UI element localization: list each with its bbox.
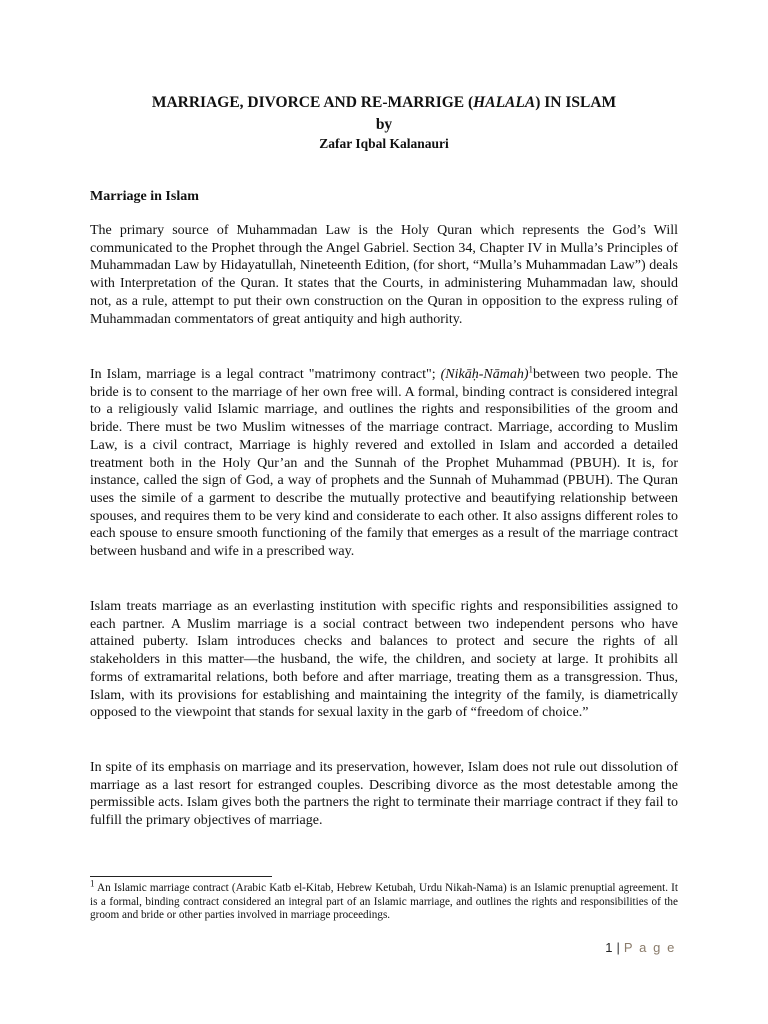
page-footer: [605, 940, 676, 955]
author-name: Zafar Iqbal Kalanauri: [319, 136, 449, 151]
title-halala-italic: HALALA: [473, 94, 536, 111]
byline-by: by: [375, 116, 393, 133]
footnote-reference[interactable]: 1: [528, 364, 534, 375]
section-heading: Marriage in Islam: [90, 189, 199, 204]
paragraph-2-rest: between two people. The bride is to consent to the marriage of her own free will. A formal, binding contract is considered integral to a religiously valid Islamic marriage, and outlines the rights and responsibilities of the groom and bride. There must be two Muslim witnesses of the marriage contract. Marriage, according to Muslim Law, is a civil contract, Marriage is highly revered and extolled in Islam and accorded a detailed treatment both in the Holy Qur’an and the Sunnah of the Prophet Muhammad (PBUH). It is, for instance, called the sign of God, a way of prophets and the Sunnah of Muhammad (PBUH). The Quran uses the simile of a garment to describe the mutually protective and beautifying relationship between spouses, and requires them to be very kind and considerate to each other. It also assigns different roles to each spouse to ensure smooth functioning of the family that emerges as a result of the marriage contract between husband and wife in a prescribed way.: [90, 367, 678, 560]
paragraph-3: Islam treats marriage as an everlasting institution with specific rights and responsibilities assigned to each partner. A Muslim marriage is a social contract between two independent persons who have attained puberty. Islam introduces checks and balances to protect and secure the rights of all stakeholders in this matter—the husband, the wife, the children, and society at large. It prohibits all forms of extramarital relations, both before and after marriage, treating them as a transgression. Thus, Islam, with its provisions for establishing and maintaining the integrity of the family, is diametrically opposed to the viewpoint that stands for sexual laxity in the garb of “freedom of choice.”: [90, 599, 678, 721]
page-separator: |: [616, 940, 620, 955]
title-text-end: ) IN ISLAM: [535, 94, 617, 111]
page-label: P a g e: [623, 940, 676, 955]
nikah-namah-italic: (Nikāḥ-Nāmah): [440, 367, 529, 382]
document-title: [90, 93, 678, 112]
footnote-text: An Islamic marriage contract (Arabic Katb el-Kitab, Hebrew Ketubah, Urdu Nikah-Nama) is an Islamic prenuptial agreement. It is a formal, binding contract considered an integral part of an Islamic marriage, and outlines the rights and responsibilities of the groom and bride or other parties involved in marriage proceedings.: [90, 882, 678, 922]
footnote: [90, 878, 678, 923]
title-text-start: MARRIAGE, DIVORCE AND RE-MARRIGE (: [151, 94, 474, 111]
paragraph-1: The primary source of Muhammadan Law is the Holy Quran which represents the God’s Will communicated to the Prophet through the Angel Gabriel. Section 34, Chapter IV in Mulla’s Principles of Muhammadan Law by Hidayatullah, Nineteenth Edition, (for short, “Mulla’s Muhammadan Law”) deals with Interpretation of the Quran. It states that the Courts, in administering Muhammadan law, should not, as a rule, attempt to put their own construction on the Quran in opposition to the express ruling of Muhammadan commentators of great antiquity and high authority.: [90, 223, 678, 327]
footnote-marker: 1: [90, 878, 95, 889]
paragraph-4: In spite of its emphasis on marriage and its preservation, however, Islam does not rule out dissolution of marriage as a last resort for estranged couples. Describing divorce as the most detestable among the permissible acts. Islam gives both the partners the right to terminate their marriage contract if they fail to fulfill the primary objectives of marriage.: [90, 760, 678, 829]
paragraph-2: [90, 366, 678, 561]
page-number: 1: [605, 940, 613, 955]
paragraph-2-start: In Islam, marriage is a legal contract "matrimony contract";: [90, 367, 441, 382]
footnote-separator-line: [90, 876, 272, 877]
